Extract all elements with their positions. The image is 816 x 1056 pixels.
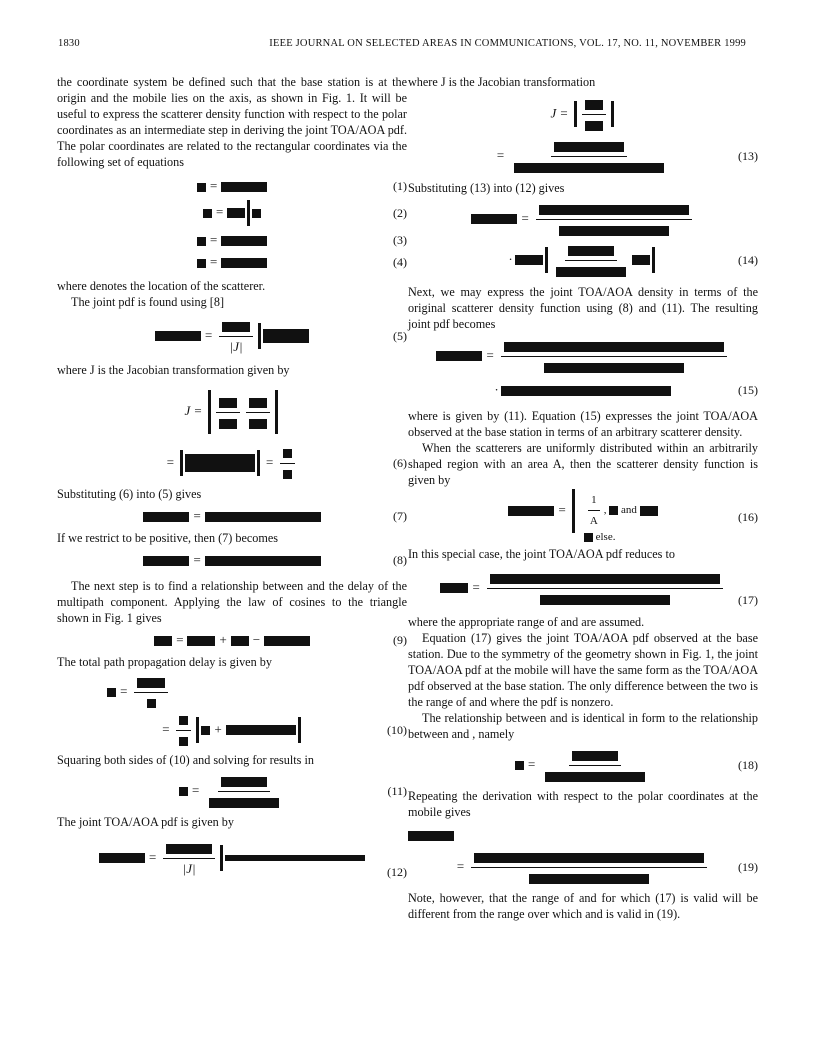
paragraph: Squaring both sides of (10) and solving for results in bbox=[57, 753, 314, 767]
paragraph: Note, however, that the range of and for which (17) is valid will be different from the range over which and is valid in (19). bbox=[408, 891, 758, 921]
equation: = + (10) bbox=[57, 714, 407, 746]
equation: · (14) bbox=[408, 242, 758, 278]
paragraph: The total path propagation delay is given by bbox=[57, 655, 272, 669]
paragraph: If we restrict to be positive, then (7) becomes bbox=[57, 531, 278, 545]
equation: · (15) bbox=[494, 382, 758, 397]
equation: = |J| (12) bbox=[57, 836, 407, 880]
case-text: and bbox=[621, 504, 637, 517]
paragraph: Repeating the derivation with respect to the polar coordinates at the mobile gives bbox=[408, 789, 758, 819]
equation: = (13) bbox=[408, 138, 758, 174]
paragraph: The next step is to find a relationship between and the delay of the multipath component. Applying the law of cosines to the triangle shown in Fig. 1 gives bbox=[57, 579, 407, 625]
equation: = bbox=[408, 338, 758, 374]
paragraph: where J is the Jacobian transformation given by bbox=[57, 363, 290, 377]
equation-number: (1) bbox=[393, 179, 407, 193]
equation: = (17) bbox=[408, 568, 758, 608]
equation-number: (12) bbox=[387, 865, 407, 879]
equation: = = (6) bbox=[57, 446, 407, 480]
paragraph: The joint pdf is found using [8] bbox=[71, 295, 225, 309]
equation-number: (5) bbox=[393, 329, 407, 343]
equation: = (2) bbox=[57, 200, 407, 226]
equation-number: (10) bbox=[387, 723, 407, 737]
paragraph: Equation (17) gives the joint TOA/AOA pdf observed at the base station. Due to the symmetry of the geometry shown in Fig. 1, the joint TOA/AOA pdf at the mobile will have the same form as the TOA/AOA pdf observed at the base station. The only difference between the two is the range of and where the pdf is nonzero. bbox=[408, 631, 758, 709]
equation bbox=[408, 826, 758, 844]
equation: = |J| (5) bbox=[57, 316, 407, 356]
equation-number: (4) bbox=[393, 255, 407, 269]
equation-number: (19) bbox=[738, 860, 758, 874]
paragraph: The joint TOA/AOA pdf is given by bbox=[57, 815, 234, 829]
equation: = bbox=[57, 676, 407, 708]
paragraph: where J is the Jacobian transformation bbox=[408, 75, 596, 89]
equation-number: (17) bbox=[738, 593, 758, 607]
equation: = (18) bbox=[408, 748, 758, 782]
paragraph: When the scatterers are uniformly distributed within an arbitrarily shaped region with an area A, then the scatterer density function is given by bbox=[408, 441, 758, 487]
equation-number: (9) bbox=[393, 633, 407, 647]
equation-number: (16) bbox=[738, 510, 758, 524]
equation-number: (6) bbox=[393, 456, 407, 470]
equation: = (4) bbox=[57, 254, 407, 270]
paragraph: the coordinate system be defined such that the base station is at the origin and the mobile lies on the axis, as shown in Fig. 1. It will be useful to express the scatterer density function with respect to the polar coordinates as an intermediate step in deriving the joint TOA/AOA pdf. The polar coordinates are related to the rectangular coordinates via the following set of equations bbox=[57, 75, 407, 169]
equation-number: (7) bbox=[393, 509, 407, 523]
equation: J = bbox=[57, 384, 407, 440]
equation-number: (11) bbox=[387, 784, 407, 798]
equation-number: (18) bbox=[738, 758, 758, 772]
paragraph: where denotes the location of the scatterer. bbox=[57, 279, 266, 293]
left-column bbox=[57, 74, 407, 886]
paragraph: The relationship between and is identical in form to the relationship between and , namely bbox=[408, 711, 758, 741]
paragraph: In this special case, the joint TOA/AOA pdf reduces to bbox=[408, 547, 675, 561]
equation: = (11) bbox=[57, 774, 407, 808]
equation: = (19) bbox=[408, 850, 758, 884]
equation: = (8) bbox=[57, 552, 407, 568]
equation: = (1) bbox=[57, 178, 407, 194]
case-text: else. bbox=[595, 531, 616, 544]
paragraph: where is given by (11). Equation (15) expresses the joint TOA/AOA observed at the base station in terms of an arbitrary scatterer density. bbox=[408, 409, 758, 439]
paragraph: Substituting (13) into (12) gives bbox=[408, 181, 565, 195]
equation: = + − (9) bbox=[57, 632, 407, 648]
paragraph: Next, we may express the joint TOA/AOA density in terms of the original scatterer density function using (8) and (11). The resulting joint pdf becomes bbox=[408, 285, 758, 331]
equation: = $\frac{1}{A}$ , and else. (16) bbox=[408, 494, 758, 540]
equation-number: (15) bbox=[738, 383, 758, 397]
equation-number: (3) bbox=[393, 233, 407, 247]
equation-number: (13) bbox=[738, 149, 758, 163]
paragraph: where the appropriate range of and are assumed. bbox=[408, 615, 645, 629]
equation-number: (14) bbox=[738, 253, 758, 267]
equation-number: (2) bbox=[393, 206, 407, 220]
equation: = (3) bbox=[57, 232, 407, 248]
equation-number: (8) bbox=[393, 553, 407, 567]
page-number: 1830 bbox=[58, 38, 80, 49]
equation: J = bbox=[408, 96, 758, 132]
journal-title: IEEE JOURNAL ON SELECTED AREAS IN COMMUNICATIONS, VOL. 17, NO. 11, NOVEMBER 1999 bbox=[269, 38, 746, 49]
equation: = (7) bbox=[57, 508, 407, 524]
paragraph: Substituting (6) into (5) gives bbox=[57, 487, 202, 501]
right-column bbox=[408, 74, 758, 922]
equation: = bbox=[408, 202, 758, 236]
